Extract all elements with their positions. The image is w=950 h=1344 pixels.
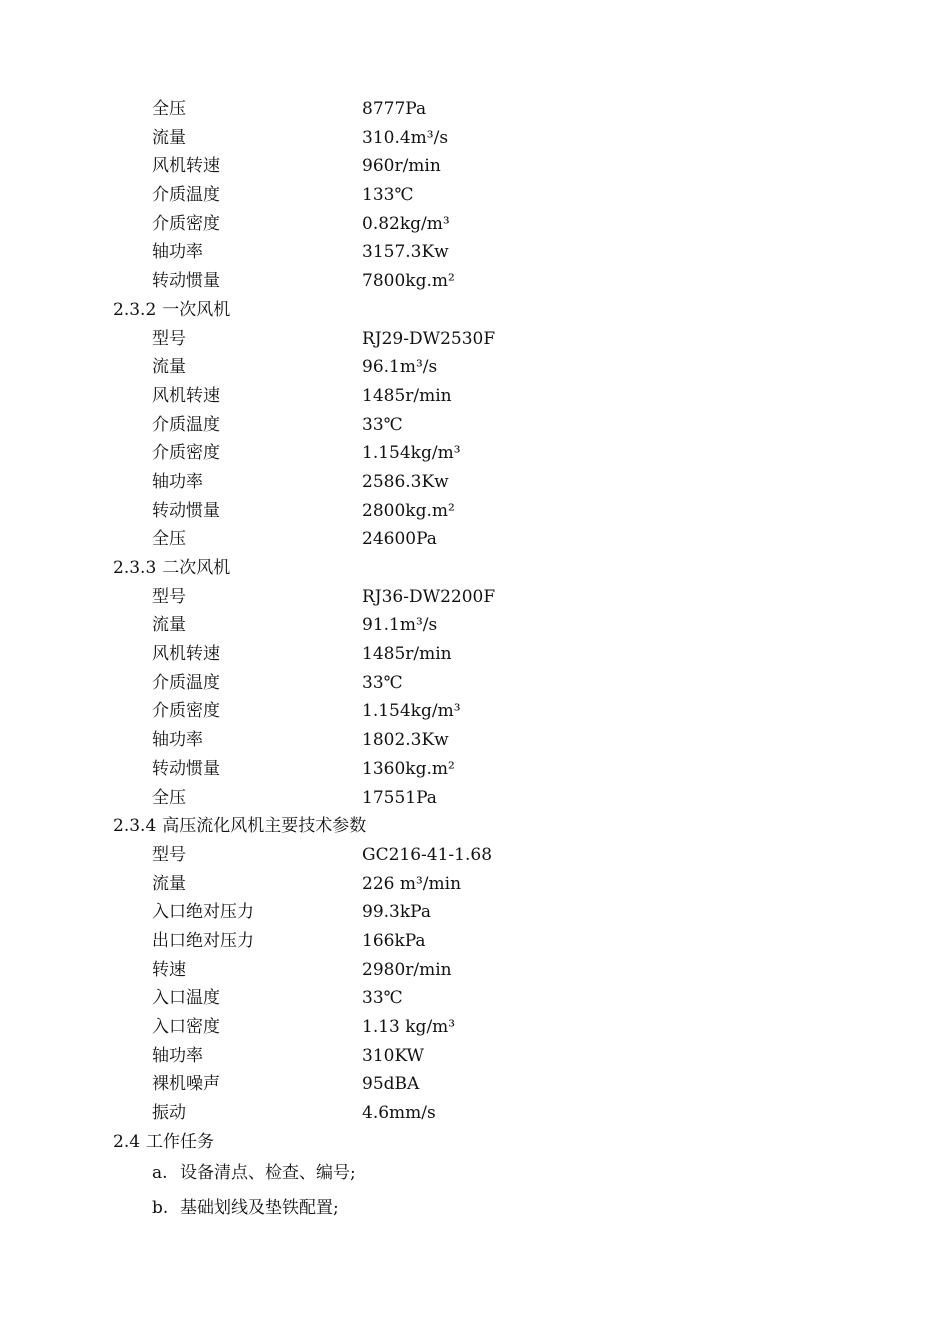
spec-row [0,611,950,640]
spec-row [0,468,950,497]
spec-row [0,927,950,956]
spec-row [0,267,950,296]
param-label: 入口密度 [152,1017,220,1037]
section-title: 高压流化风机主要技术参数 [162,816,367,837]
param-label: 转动惯量 [152,271,220,292]
spec-row [0,382,950,411]
spec-row [0,1070,950,1099]
param-label: 入口绝对压力 [152,902,254,923]
param-label: 介质温度 [152,185,220,206]
param-label: 振动 [152,1103,186,1124]
param-value: 4.6mm/s [362,1103,436,1124]
section-number: 2.3.3 [113,558,157,578]
param-label: 介质密度 [152,701,220,722]
param-label: 转动惯量 [152,758,220,779]
param-label: 裸机噪声 [152,1074,220,1095]
param-value: 310.4m³/s [362,127,449,148]
param-label: 入口温度 [152,988,220,1009]
task-marker: a. [152,1163,168,1184]
spec-row [0,181,950,210]
param-label: 出口绝对压力 [152,930,254,951]
spec-row [0,697,950,726]
section-title: 二次风机 [162,558,231,578]
section-heading [0,296,950,325]
spec-row [0,95,950,124]
param-label: 风机转速 [152,385,220,406]
param-value: 24600Pa [362,529,437,550]
param-label: 介质温度 [152,414,220,435]
param-value: 91.1m³/s [362,615,438,636]
param-value: 1.13 kg/m³ [362,1017,456,1037]
param-value: 166kPa [362,930,426,951]
section-heading [0,554,950,583]
section-title: 工作任务 [146,1131,215,1152]
param-label: 流量 [152,127,186,148]
param-label: 介质密度 [152,443,220,464]
param-value: 1360kg.m² [362,758,455,779]
param-label: 轴功率 [152,730,203,751]
spec-row [0,439,950,468]
param-value: 1485r/min [362,644,452,665]
spec-row [0,411,950,440]
param-value: 33℃ [362,988,403,1009]
task-text: 基础划线及垫铁配置; [180,1198,339,1219]
param-label: 风机转速 [152,644,220,665]
param-value: 1485r/min [362,385,452,406]
spec-row [0,726,950,755]
spec-row [0,898,950,927]
section-number: 2.3.4 [113,816,157,837]
section-secondary-fan [0,554,950,812]
spec-row [0,353,950,382]
spec-row [0,1099,950,1128]
param-value: 1.154kg/m³ [362,443,461,464]
param-value: 1.154kg/m³ [362,701,461,722]
task-item [0,1156,950,1191]
task-text: 设备清点、检查、编号; [180,1163,356,1184]
param-label: 全压 [152,529,186,550]
param-value: 133℃ [362,185,414,206]
param-label: 全压 [152,787,186,808]
param-value: 2980r/min [362,959,452,980]
param-value: 2586.3Kw [362,471,449,492]
section-heading [0,812,950,841]
spec-table-continued [0,95,950,296]
task-marker: b. [152,1198,169,1219]
param-value: 8777Pa [362,99,427,119]
spec-row [0,124,950,153]
param-label: 轴功率 [152,242,203,263]
param-label: 型号 [152,328,186,349]
spec-row [0,583,950,612]
param-label: 型号 [152,586,186,607]
param-label: 介质温度 [152,672,220,693]
spec-row [0,669,950,698]
param-value: RJ29-DW2530F [362,328,496,349]
spec-row [0,152,950,181]
spec-row [0,984,950,1013]
param-value: 960r/min [362,156,441,177]
spec-row [0,325,950,354]
param-value: 1802.3Kw [362,730,449,751]
spec-row [0,956,950,985]
param-label: 介质密度 [152,213,220,234]
param-value: 0.82kg/m³ [362,213,450,234]
spec-row [0,497,950,526]
param-value: 2800kg.m² [362,500,455,521]
task-item [0,1191,950,1226]
section-work-tasks [0,1128,950,1227]
param-value: 95dBA [362,1074,420,1095]
param-label: 型号 [152,844,186,865]
param-value: RJ36-DW2200F [362,586,496,607]
param-value: 3157.3Kw [362,242,449,263]
param-value: 7800kg.m² [362,271,455,292]
param-label: 风机转速 [152,156,220,177]
param-label: 转动惯量 [152,500,220,521]
spec-row [0,1042,950,1071]
param-label: 全压 [152,99,186,119]
spec-row [0,841,950,870]
spec-row [0,210,950,239]
spec-row [0,238,950,267]
param-value: 310KW [362,1045,425,1066]
section-heading [0,1128,950,1157]
section-high-pressure-fluidizing-fan [0,812,950,1128]
param-value: 96.1m³/s [362,357,438,378]
param-label: 流量 [152,873,186,894]
section-primary-fan [0,296,950,554]
param-label: 流量 [152,357,186,378]
param-value: 33℃ [362,414,403,435]
spec-row [0,1013,950,1042]
spec-row [0,755,950,784]
param-value: 226 m³/min [362,873,462,894]
spec-row [0,784,950,813]
param-label: 流量 [152,615,186,636]
param-label: 轴功率 [152,471,203,492]
param-value: GC216-41-1.68 [362,844,493,865]
param-value: 17551Pa [362,787,437,808]
spec-row [0,870,950,899]
param-label: 转速 [152,959,186,980]
param-label: 轴功率 [152,1045,203,1066]
section-title: 一次风机 [162,299,231,320]
param-value: 33℃ [362,672,403,693]
section-number: 2.4 [113,1131,141,1152]
spec-row [0,525,950,554]
spec-row [0,640,950,669]
param-value: 99.3kPa [362,902,431,923]
document-page [0,95,950,1226]
section-number: 2.3.2 [113,299,157,320]
